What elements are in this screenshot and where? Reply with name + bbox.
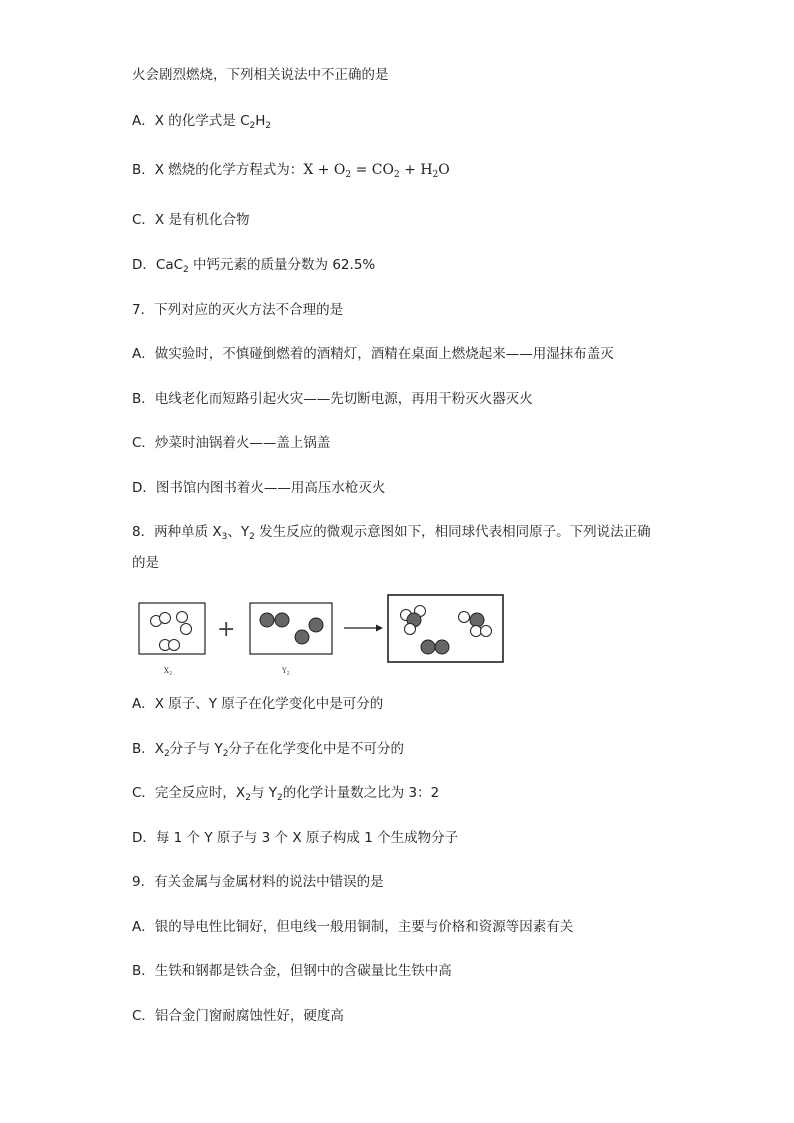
atom <box>169 640 180 651</box>
x2-label: $X_2$ <box>164 667 173 677</box>
reaction-arrow <box>344 625 383 632</box>
q7-stem: 7．下列对应的灭火方法不合理的是 <box>132 302 344 318</box>
reaction-microscopic-diagram <box>136 592 516 678</box>
q7-option-b: B．电线老化而短路引起火灾——先切断电源，再用干粉灭火器灭火 <box>132 391 533 407</box>
q8-stem: 8．两种单质 $X_3$、$Y_2$ 发生反应的微观示意图如下，相同球代表相同原子。下列说法正确 <box>132 524 651 542</box>
q6-option-d: D．CaC$_2$ 中钙元素的质量分数为 62.5% <box>132 257 376 275</box>
q6-option-b-label: B．X 燃烧的化学方程式为： <box>132 162 304 178</box>
atom <box>160 613 171 624</box>
q6-option-b <box>132 161 450 179</box>
product-molecules <box>401 606 492 655</box>
q7-option-c: C．炒菜时油锅着火——盖上锅盖 <box>132 435 331 451</box>
q9-option-b: B．生铁和钢都是铁合金，但钢中的含碳量比生铁中高 <box>132 963 452 979</box>
q8-stem-continued: 的是 <box>132 555 159 571</box>
atom <box>471 626 482 637</box>
q6-option-c: C．X 是有机化合物 <box>132 212 250 228</box>
q8-option-d: D．每 1 个 Y 原子与 3 个 X 原子构成 1 个生成物分子 <box>132 830 459 846</box>
plus-sign: + <box>217 617 236 642</box>
atom <box>405 624 416 635</box>
q9-stem: 9．有关金属与金属材料的说法中错误的是 <box>132 874 384 890</box>
atom <box>309 618 323 632</box>
q6-option-a <box>132 112 271 130</box>
q9-option-a: A．银的导电性比铜好，但电线一般用铜制，主要与价格和资源等因素有关 <box>132 919 574 935</box>
q9-option-c: C．铝合金门窗耐腐蚀性好，硬度高 <box>132 1008 344 1024</box>
combustion-equation: $X + O_2 = CO_2 + H_2O$ <box>303 162 450 180</box>
q6-option-a-sub1: 2 <box>249 121 256 131</box>
question-intro-text: 火会剧烈燃烧，下列相关说法中不正确的是 <box>132 67 389 83</box>
q8-option-a: A．X 原子、Y 原子在化学变化中是可分的 <box>132 696 384 712</box>
q6-option-a-sub2: 2 <box>265 121 272 131</box>
q8-option-c: C．完全反应时，$X_2$与 $Y_2$的化学计量数之比为 3：2 <box>132 785 440 803</box>
atom <box>181 624 192 635</box>
atom <box>260 613 274 627</box>
y2-molecules <box>260 613 323 644</box>
q6-option-a-label: A．X 的化学式是 C <box>132 113 250 129</box>
q8-option-b: B．$X_2$分子与 $Y_2$分子在化学变化中是不可分的 <box>132 741 405 759</box>
atom <box>177 612 188 623</box>
atom <box>481 626 492 637</box>
q7-option-a: A．做实验时，不慎碰倒燃着的酒精灯，酒精在桌面上燃烧起来——用湿抹布盖灭 <box>132 346 614 362</box>
q6-option-a-mid: H <box>255 113 266 129</box>
atom <box>275 613 289 627</box>
q7-option-d: D．图书馆内图书着火——用高压水枪灭火 <box>132 480 386 496</box>
x2-molecules <box>151 612 192 651</box>
atom <box>295 630 309 644</box>
atom <box>470 613 484 627</box>
atom <box>435 640 449 654</box>
atom <box>421 640 435 654</box>
atom <box>459 612 470 623</box>
y2-label: $Y_2$ <box>282 667 290 677</box>
